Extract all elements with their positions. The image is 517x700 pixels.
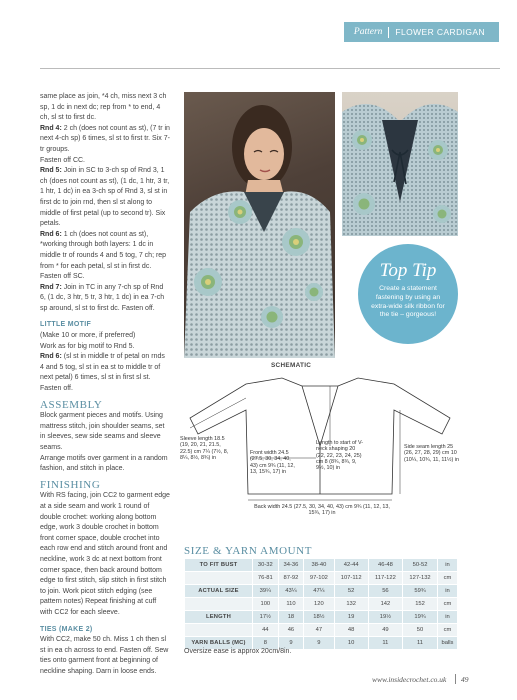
- instruction-rnd5: Rnd 5: Join in SC to 3-ch sp of Rnd 3, 1 ch (does not count as st), (1 dc, 1 htr, 3 tr, 1 htr, 1 dc) in ea 3-ch sp of Rnd 3, sl st in first dc to join rnd, then sl st along to middle of first petal (up to second tr). Six petals.: [40, 167, 170, 228]
- instruction-fasten-sc: Fasten off SC.: [40, 273, 85, 281]
- row-unit: cm: [438, 624, 458, 637]
- row-label: [185, 598, 253, 611]
- table-cell: 142: [368, 598, 402, 611]
- table-cell: 44: [253, 624, 279, 637]
- table-cell: 50: [403, 624, 438, 637]
- little-motif-1: (Make 10 or more, if preferred): [40, 332, 136, 340]
- row-label: [185, 572, 253, 585]
- top-tip-text: Create a statement fastening by using an extra-wide silk ribbon for the tie – gorgeous!: [371, 285, 445, 319]
- table-cell: 49: [368, 624, 402, 637]
- ties-1: With CC2, make 50 ch. Miss 1 ch then sl st in ea ch across to end. Fasten off. Sew ties onto garment front at beginning of neckline shaping. Darn in loose ends.: [40, 636, 169, 675]
- row-label: [185, 624, 253, 637]
- footer-divider: [455, 674, 456, 684]
- page-title: FLOWER CARDIGAN: [395, 27, 485, 37]
- table-row: [185, 598, 458, 611]
- table-cell: 47¼: [304, 585, 334, 598]
- instruction-rnd7: Rnd 7: Join in TC in any 7-ch sp of Rnd 6, (1 dc, 3 htr, 5 tr, 3 htr, 1 dc) in ea 7-ch sp around, sl st to first dc. Fasten off.: [40, 283, 165, 312]
- table-row: [185, 572, 458, 585]
- schematic-label: SCHEMATIC: [271, 362, 312, 369]
- rnd6-label: Rnd 6:: [40, 230, 62, 238]
- instruction-rnd6: Rnd 6: 1 ch (does not count as st), *working through both layers: 1 dc in middle tr of rounds 4 and 5 tog, 7 ch; rep from * for each petal, sl st in first dc.: [40, 230, 167, 270]
- table-cell: 117-122: [368, 572, 402, 585]
- size-table-heading: SIZE & YARN AMOUNT: [184, 545, 313, 557]
- table-cell: 19¾: [403, 611, 438, 624]
- table-cell: 47: [304, 624, 334, 637]
- table-cell: 34-36: [278, 559, 304, 572]
- table-cell: 127-132: [403, 572, 438, 585]
- rnd6b-label: Rnd 6:: [40, 353, 62, 361]
- finishing-1: With RS facing, join CC2 to garment edge at a side seam and work 1 round of double crochet: working along bottom edge, work 3 double crochet in bottom front corner space, double crochet into each row end and stitch around front and neckline, work 3 dc at next bottom front corner space, then back around bottom edge to first stitch, slip stitch in first stitch to join. Work picot stitch edging (see pattern notes) Repeat finishing at cuff with CC2 for each sleeve.: [40, 492, 170, 616]
- table-cell: 8: [253, 637, 279, 650]
- table-row: [185, 611, 458, 624]
- table-cell: 30-32: [253, 559, 279, 572]
- oversize-note: Oversize ease is approx 20cm/8in.: [184, 648, 292, 655]
- little-motif-heading: LITTLE MOTIF: [40, 321, 92, 329]
- table-cell: 110: [278, 598, 304, 611]
- table-cell: 152: [403, 598, 438, 611]
- rnd4-label: Rnd 4:: [40, 124, 62, 132]
- row-unit: cm: [438, 572, 458, 585]
- top-tip-badge: [358, 244, 458, 344]
- table-cell: 18½: [304, 611, 334, 624]
- table-cell: 50-52: [403, 559, 438, 572]
- flower-motif: [282, 228, 310, 256]
- table-cell: 97-102: [304, 572, 334, 585]
- table-cell: 11: [403, 637, 438, 650]
- table-cell: 48: [334, 624, 368, 637]
- assembly-heading: ASSEMBLY: [40, 398, 103, 411]
- table-cell: 132: [334, 598, 368, 611]
- side-seam-label: Side seam length 25 (26, 27, 28, 29) cm 10 (10¼, 10¾, 11, 11½) in: [404, 444, 459, 463]
- table-cell: 19: [334, 611, 368, 624]
- vneck-length-label: Length to start of V-neck shaping 20 (22, 22, 23, 24, 25) cm 8 (8¾, 8¾, 9, 9½, 10) in: [316, 440, 364, 472]
- header-divider: [388, 27, 389, 38]
- table-cell: 39¼: [253, 585, 279, 598]
- table-cell: 42-44: [334, 559, 368, 572]
- photo-model-wearing-cardigan: [184, 92, 335, 358]
- row-unit: in: [438, 611, 458, 624]
- little-motif-2: Work as for big motif to Rnd 5.: [40, 342, 135, 350]
- front-width-label: Front width 24.5 (27.5, 30, 34, 40, 43) cm 9¾ (11, 12, 13, 15¾, 17) in: [250, 450, 295, 475]
- table-row: [185, 624, 458, 637]
- finishing-heading: FINISHING: [40, 478, 101, 491]
- row-label: YARN BALLS (MC): [185, 637, 253, 650]
- table-cell: 107-112: [334, 572, 368, 585]
- header-bar: [344, 22, 499, 42]
- table-cell: 18: [278, 611, 304, 624]
- instruction-rnd4: Rnd 4: 2 ch (does not count as st), (7 tr in next 4-ch sp) 6 times, sl st to first tr. Six 7-tr groups.: [40, 124, 170, 153]
- photo-model-illustration: [184, 92, 335, 358]
- table-cell: 11: [368, 637, 402, 650]
- size-table: [184, 558, 458, 650]
- assembly-2: Arrange motifs over garment in a random fashion, and stitch in place.: [40, 454, 168, 473]
- table-cell: 9: [278, 637, 304, 650]
- table-cell: 100: [253, 598, 279, 611]
- table-cell: 38-40: [304, 559, 334, 572]
- table-cell: 43¼: [278, 585, 304, 598]
- section-label: Pattern: [353, 27, 383, 37]
- footer-url: www.insidecrochet.co.uk: [372, 675, 447, 684]
- table-cell: 120: [304, 598, 334, 611]
- assembly-1: Block garment pieces and motifs. Using mattress stitch, join shoulder seams, set in sleeves, sew side seams and sleeve seams.: [40, 412, 165, 451]
- schematic-diagram: [180, 368, 460, 538]
- top-tip-title: Top Tip: [379, 260, 437, 281]
- table-cell: 46-48: [368, 559, 402, 572]
- table-cell: 9: [304, 637, 334, 650]
- photo-cardigan-closeup: [342, 92, 458, 236]
- back-width-label: Back width 24.5 (27.5, 30, 34, 40, 43) cm 9¾ (11, 12, 13, 15¾, 17) in: [254, 504, 390, 517]
- row-unit: in: [438, 559, 458, 572]
- table-cell: 56: [368, 585, 402, 598]
- instruction-fasten-cc: Fasten off CC.: [40, 156, 86, 164]
- row-unit: cm: [438, 598, 458, 611]
- row-unit: in: [438, 585, 458, 598]
- row-label: TO FIT BUST: [185, 559, 253, 572]
- table-cell: 87-92: [278, 572, 304, 585]
- table-cell: 17½: [253, 611, 279, 624]
- rnd7-label: Rnd 7:: [40, 283, 62, 291]
- table-cell: 19½: [368, 611, 402, 624]
- table-cell: 46: [278, 624, 304, 637]
- table-cell: 76-81: [253, 572, 279, 585]
- table-row: [185, 559, 458, 572]
- header-rule: [40, 68, 500, 69]
- instructions-column: [40, 92, 170, 677]
- sleeve-length-label: Sleeve length 18.5 (19, 20, 21, 21.5, 22.5) cm 7¼ (7½, 8, 8¼, 8½, 8¾) in: [180, 436, 229, 461]
- instruction-intro: same place as join, *4 ch, miss next 3 ch sp, 1 dc in next dc; rep from * to end, 4 ch, sl st to first dc.: [40, 93, 167, 122]
- photo-closeup-illustration: [342, 92, 458, 236]
- table-cell: 59¾: [403, 585, 438, 598]
- row-unit: balls: [438, 637, 458, 650]
- table-row: [185, 585, 458, 598]
- table-cell: 52: [334, 585, 368, 598]
- instruction-rnd6b: Rnd 6: (sl st in middle tr of petal on rnds 4 and 5 tog, sl st in ea st to middle tr of next petal) 6 times, sl st in first sl st. Fasten off.: [40, 353, 165, 393]
- rnd5-label: Rnd 5:: [40, 167, 62, 175]
- ties-heading: TIES (MAKE 2): [40, 625, 93, 633]
- table-cell: 10: [334, 637, 368, 650]
- row-label: ACTUAL SIZE: [185, 585, 253, 598]
- row-label: LENGTH: [185, 611, 253, 624]
- page-number: 49: [461, 675, 469, 684]
